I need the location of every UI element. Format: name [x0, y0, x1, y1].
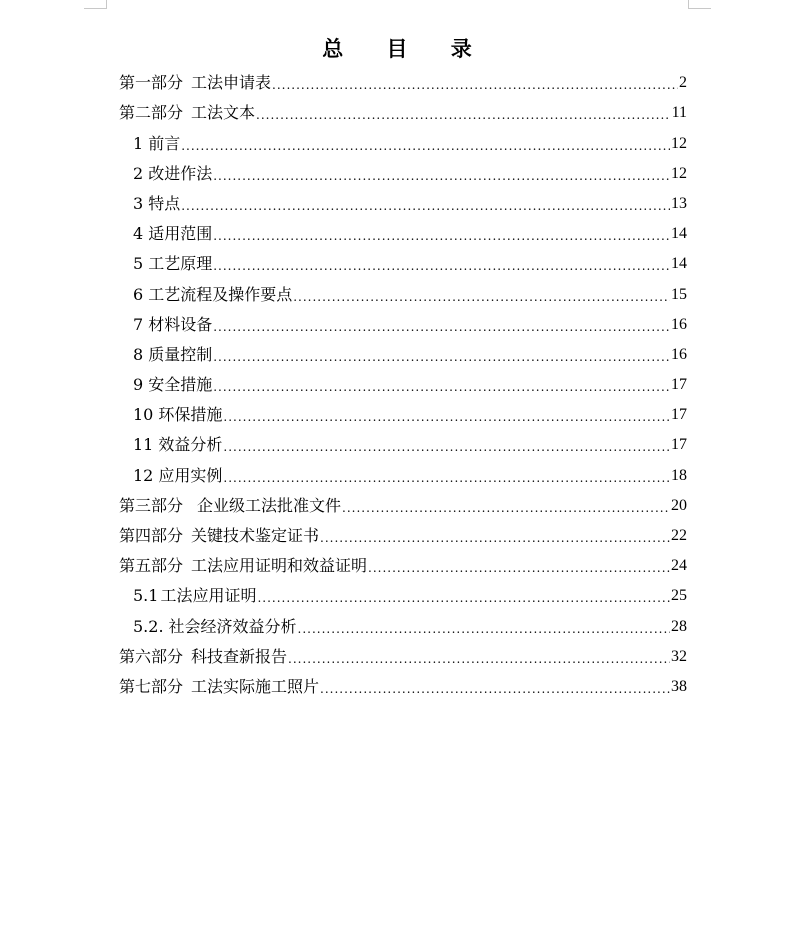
dot-leader [213, 349, 670, 365]
entry-number: 4 [133, 224, 144, 244]
toc-entry-section-6[interactable] [119, 274, 687, 304]
entry-number: 11 [133, 435, 154, 455]
entry-number: 9 [133, 375, 144, 395]
entry-page-number: 14 [671, 225, 687, 243]
toc-entry-section-3[interactable] [119, 184, 687, 214]
entry-number: 第六部分 [119, 646, 184, 666]
toc-entry-section-1[interactable] [119, 123, 687, 153]
dot-leader [181, 198, 670, 214]
dot-leader [368, 560, 670, 576]
toc-entry-part-5[interactable] [119, 546, 687, 576]
entry-page-number: 17 [671, 406, 687, 424]
entry-page-number: 12 [671, 164, 687, 182]
dot-leader [223, 439, 670, 455]
toc-entry-section-4[interactable] [119, 214, 687, 244]
dot-leader [272, 77, 678, 93]
entry-page-number: 2 [679, 74, 687, 92]
toc-entry-part-4[interactable] [119, 516, 687, 546]
entry-text: 工艺原理 [148, 254, 213, 274]
dot-leader [288, 651, 670, 667]
toc-entry-part-3[interactable] [119, 486, 687, 516]
entry-number: 5 [133, 254, 144, 274]
toc-entry-section-11[interactable] [119, 425, 687, 455]
entry-text: 前言 [148, 133, 181, 153]
entry-page-number: 13 [671, 194, 687, 212]
entry-number: 第五部分 [119, 556, 184, 576]
dot-leader [213, 168, 670, 184]
entry-number: 10 [133, 405, 154, 425]
entry-number: 5.1 [133, 586, 159, 606]
entry-text: 工法文本 [191, 103, 256, 123]
entry-page-number: 14 [671, 255, 687, 273]
toc-entry-section-9[interactable] [119, 365, 687, 395]
dot-leader [342, 500, 670, 516]
toc-entry-section-8[interactable] [119, 335, 687, 365]
entry-page-number: 20 [671, 496, 687, 514]
entry-page-number: 25 [671, 587, 687, 605]
entry-number: 第七部分 [119, 676, 184, 696]
entry-text: 改进作法 [148, 163, 213, 183]
entry-text: 特点 [148, 193, 181, 213]
entry-text: 应用实例 [158, 465, 223, 485]
entry-text: 工法实际施工照片 [191, 676, 320, 696]
entry-text: 企业级工法批准文件 [197, 495, 342, 515]
entry-number: 3 [133, 193, 144, 213]
crop-mark-top-left [84, 0, 107, 9]
dot-leader [320, 681, 670, 697]
entry-page-number: 17 [671, 376, 687, 394]
entry-number: 8 [133, 344, 144, 364]
entry-page-number: 38 [671, 677, 687, 695]
entry-text: 环保措施 [158, 405, 223, 425]
entry-page-number: 16 [671, 345, 687, 363]
entry-page-number: 12 [671, 134, 687, 152]
entry-text: 工法应用证明和效益证明 [191, 556, 368, 576]
toc-entry-section-5-2[interactable] [119, 606, 687, 636]
entry-text: 材料设备 [148, 314, 213, 334]
entry-page-number: 22 [671, 527, 687, 544]
dot-leader [256, 107, 671, 123]
entry-text: 社会经济效益分析 [168, 616, 297, 636]
dot-leader [181, 138, 670, 154]
dot-leader [298, 621, 670, 637]
toc-entry-section-2[interactable] [119, 154, 687, 184]
entry-page-number: 18 [671, 466, 687, 484]
crop-mark-top-right [688, 0, 711, 9]
entry-number: 5.2. [133, 616, 164, 636]
entry-page-number: 17 [671, 436, 687, 454]
entry-page-number: 28 [671, 617, 687, 635]
entry-number: 第二部分 [119, 103, 184, 123]
entry-text: 工艺流程及操作要点 [148, 284, 293, 304]
toc-entry-section-5[interactable] [119, 244, 687, 274]
entry-number: 1 [133, 133, 144, 153]
entry-text: 适用范围 [148, 224, 213, 244]
entry-page-number: 24 [671, 557, 687, 575]
toc-entry-section-12[interactable] [119, 455, 687, 485]
toc-entry-section-10[interactable] [119, 395, 687, 425]
dot-leader [257, 590, 670, 606]
entry-page-number: 32 [671, 647, 687, 665]
dot-leader [223, 470, 670, 486]
entry-text: 关键技术鉴定证书 [191, 526, 320, 545]
toc-entry-part-7[interactable] [119, 667, 687, 697]
entry-page-number: 16 [671, 315, 687, 333]
entry-number: 12 [133, 465, 154, 485]
toc-entry-section-7[interactable] [119, 305, 687, 335]
page-title: 总 目 录 [322, 37, 490, 61]
entry-number: 2 [133, 163, 144, 183]
entry-number: 第三部分 [119, 495, 184, 515]
toc-entry-part-1[interactable] [119, 63, 687, 93]
dot-leader [293, 289, 670, 305]
dot-leader [213, 319, 670, 335]
entry-text: 科技查新报告 [191, 646, 288, 666]
entry-page-number: 11 [671, 104, 687, 122]
entry-text: 质量控制 [148, 344, 213, 364]
dot-leader [213, 379, 670, 395]
entry-number: 第四部分 [119, 526, 184, 545]
entry-page-number: 15 [671, 285, 687, 303]
toc-entry-part-6[interactable] [119, 637, 687, 667]
entry-number: 6 [133, 284, 144, 304]
entry-text: 工法申请表 [191, 73, 272, 93]
dot-leader [213, 228, 670, 244]
entry-text: 工法应用证明 [160, 586, 257, 606]
toc-entry-section-5-1[interactable] [119, 576, 687, 606]
dot-leader [320, 530, 670, 546]
dot-leader [213, 258, 670, 274]
entry-text: 效益分析 [158, 435, 223, 455]
entry-text: 安全措施 [148, 375, 213, 395]
entry-number: 7 [133, 314, 144, 334]
dot-leader [223, 409, 670, 425]
table-of-contents [119, 63, 687, 697]
entry-number: 第一部分 [119, 73, 184, 93]
toc-entry-part-2[interactable] [119, 93, 687, 123]
